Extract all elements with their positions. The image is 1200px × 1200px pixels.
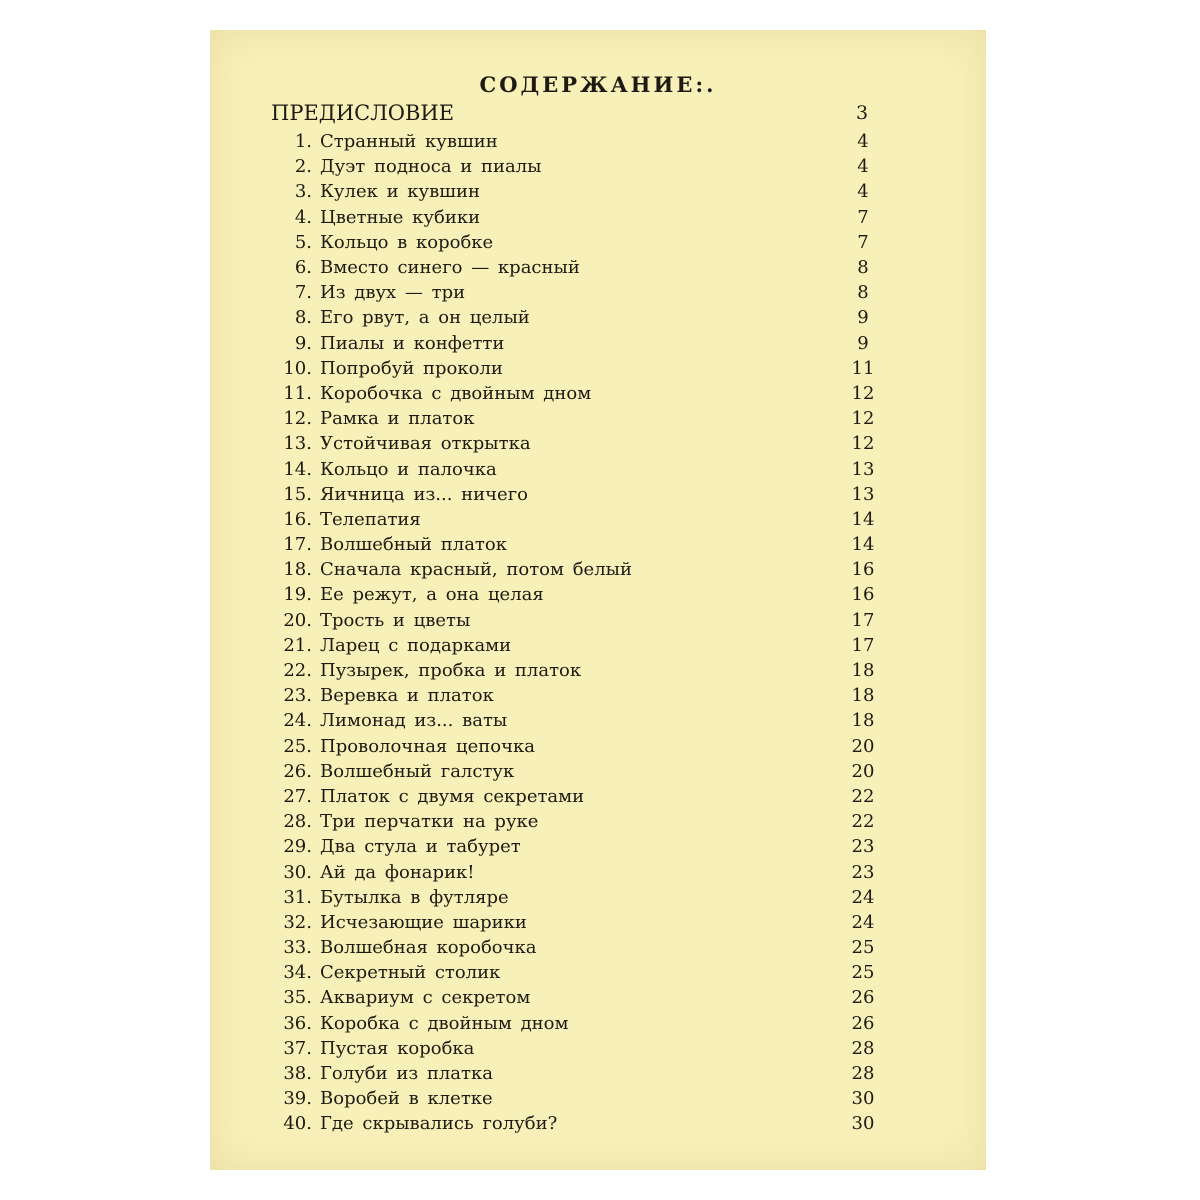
toc-entry-number: 16. <box>283 508 312 530</box>
toc-entry <box>276 608 885 633</box>
toc-entry <box>276 658 885 683</box>
toc-entry-number: 30. <box>283 861 312 883</box>
toc-entry-number: 31. <box>283 886 312 908</box>
toc-entry-number: 33. <box>283 937 312 959</box>
toc-entry <box>276 935 885 960</box>
toc-entry-title: Кольцо в коробке <box>320 231 494 253</box>
toc-entry-page: 26 <box>851 987 875 1009</box>
toc-entry-number: 32. <box>283 911 312 933</box>
toc-entry-title: Аквариум с секретом <box>320 987 531 1009</box>
toc-entry-page: 23 <box>851 861 875 883</box>
toc-entry <box>276 734 885 759</box>
toc-entry-title: Из двух — три <box>320 282 466 304</box>
toc-entry-number: 2. <box>294 156 312 178</box>
toc-entry <box>276 582 885 607</box>
toc-entry-number: 18. <box>283 559 312 581</box>
toc-entry-number: 13. <box>283 433 312 455</box>
toc-entry-page: 8 <box>857 282 869 304</box>
toc-entry <box>276 154 885 179</box>
toc-entry <box>276 784 885 809</box>
toc-entry <box>276 305 885 330</box>
toc-entry <box>276 1011 885 1036</box>
toc-entry-page: 17 <box>851 634 875 656</box>
toc-entry-page: 20 <box>851 760 875 782</box>
toc-entry-number: 4. <box>294 206 312 228</box>
toc-entry <box>276 910 885 935</box>
toc-entry-page: 14 <box>851 508 875 530</box>
toc-entry-page: 17 <box>851 609 875 631</box>
toc-entry-title: Вместо синего — красный <box>320 257 580 279</box>
toc-entry-number: 26. <box>283 760 312 782</box>
toc-entry-title: Пузырек, пробка и платок <box>320 660 582 682</box>
toc-entry-title: Трость и цветы <box>320 609 471 631</box>
toc-entry <box>276 1111 885 1136</box>
toc-entry-title: Ай да фонарик! <box>320 861 475 883</box>
toc-entry-number: 39. <box>283 1088 312 1110</box>
toc-entry-title: Кольцо и палочка <box>320 458 497 480</box>
toc-entry <box>276 1036 885 1061</box>
toc-entry-title: Телепатия <box>320 508 421 530</box>
toc-entry-title: Три перчатки на руке <box>320 811 539 833</box>
toc-entry-title: Воробей в клетке <box>320 1088 493 1110</box>
toc-entry-title: Яичница из... ничего <box>320 483 528 505</box>
page-title: СОДЕРЖАНИЕ:. <box>479 72 717 97</box>
toc-entry-page: 28 <box>851 1037 875 1059</box>
toc-entry-page: 8 <box>857 257 869 279</box>
toc-entry-page: 18 <box>851 710 875 732</box>
toc-entry-title: Кулек и кувшин <box>320 181 481 203</box>
toc-entry-page: 13 <box>851 483 875 505</box>
toc-entry-title: Голуби из платка <box>320 1063 493 1085</box>
toc-entry <box>276 431 885 456</box>
toc-entry-page: 16 <box>851 584 875 606</box>
toc-entry-number: 24. <box>283 710 312 732</box>
toc-entry-title: Исчезающие шарики <box>320 911 527 933</box>
toc-entry-number: 11. <box>283 382 312 404</box>
toc-entry-title: Коробка с двойным дном <box>320 1012 569 1034</box>
toc-entry-number: 10. <box>283 357 312 379</box>
toc-entry-page: 23 <box>851 836 875 858</box>
toc-entry-number: 40. <box>283 1113 312 1135</box>
toc-entry-page: 4 <box>857 131 869 153</box>
toc-entry-number: 34. <box>283 962 312 984</box>
toc-entry <box>276 482 885 507</box>
toc-entry-number: 27. <box>283 785 312 807</box>
toc-entry-page: 4 <box>857 181 869 203</box>
toc-entry-title: Бутылка в футляре <box>320 886 509 908</box>
toc-entry-title: Два стула и табурет <box>320 836 521 858</box>
toc-entry-number: 9. <box>294 332 312 354</box>
toc-entry <box>276 179 885 204</box>
toc-entry <box>276 834 885 859</box>
toc-entry-title: Цветные кубики <box>320 206 481 228</box>
toc-entry-title: Секретный столик <box>320 962 501 984</box>
toc-entry <box>276 255 885 280</box>
toc-entry <box>276 280 885 305</box>
toc-entry <box>276 381 885 406</box>
toc-entry-title: Устойчивая открытка <box>320 433 531 455</box>
toc-entry-page: 25 <box>851 937 875 959</box>
preface-label: ПРЕДИСЛОВИЕ <box>271 100 455 125</box>
toc-entry-page: 11 <box>851 357 875 379</box>
toc-entry-page: 22 <box>851 785 875 807</box>
toc-entry-page: 12 <box>851 408 875 430</box>
toc-entry-number: 23. <box>283 685 312 707</box>
toc-entry-number: 12. <box>283 408 312 430</box>
toc-entry-number: 5. <box>294 231 312 253</box>
toc-entry-page: 14 <box>851 534 875 556</box>
toc-entry <box>276 406 885 431</box>
toc-entry-page: 30 <box>851 1088 875 1110</box>
toc-entry-number: 7. <box>294 282 312 304</box>
toc-entry-title: Попробуй проколи <box>320 357 503 379</box>
toc-entry <box>276 683 885 708</box>
toc-entry-number: 3. <box>294 181 312 203</box>
toc-entry-title: Лимонад из... ваты <box>320 710 508 732</box>
toc-entry <box>276 456 885 481</box>
preface-row <box>271 96 884 129</box>
toc-entry-title: Проволочная цепочка <box>320 735 535 757</box>
toc-entry <box>276 985 885 1010</box>
toc-entry <box>276 1061 885 1086</box>
toc-entry <box>276 507 885 532</box>
toc-entry <box>276 205 885 230</box>
toc-entry-page: 12 <box>851 382 875 404</box>
toc-entry-page: 16 <box>851 559 875 581</box>
toc-entry-number: 21. <box>283 634 312 656</box>
toc-entry-page: 12 <box>851 433 875 455</box>
toc-entry-page: 9 <box>857 332 869 354</box>
toc-entry-title: Волшебная коробочка <box>320 937 537 959</box>
toc-entry <box>276 356 885 381</box>
toc-entry-number: 38. <box>283 1063 312 1085</box>
toc-entry-number: 17. <box>283 534 312 556</box>
toc-entry-page: 7 <box>857 206 869 228</box>
toc-entry-title: Рамка и платок <box>320 408 475 430</box>
toc-entry <box>276 960 885 985</box>
toc-entry-title: Коробочка с двойным дном <box>320 382 592 404</box>
toc-entry-page: 13 <box>851 458 875 480</box>
toc-entry-number: 29. <box>283 836 312 858</box>
toc-entry-page: 18 <box>851 660 875 682</box>
toc-entry <box>276 759 885 784</box>
toc-entry-page: 4 <box>857 156 869 178</box>
toc-entry-number: 1. <box>294 131 312 153</box>
toc-entry-title: Веревка и платок <box>320 685 494 707</box>
toc-entry-page: 24 <box>851 911 875 933</box>
toc-entry-number: 6. <box>294 257 312 279</box>
toc-entry-number: 22. <box>283 660 312 682</box>
toc-entry-title: Ее режут, а она целая <box>320 584 544 606</box>
toc-entry-title: Странный кувшин <box>320 131 498 153</box>
toc-entry-number: 35. <box>283 987 312 1009</box>
toc-entry-page: 22 <box>851 811 875 833</box>
toc-entry-number: 28. <box>283 811 312 833</box>
toc-entry <box>276 557 885 582</box>
toc-entry <box>276 633 885 658</box>
toc-entry-number: 8. <box>294 307 312 329</box>
toc-entry-number: 25. <box>283 735 312 757</box>
toc-entry-page: 28 <box>851 1063 875 1085</box>
table-of-contents <box>276 129 885 1137</box>
toc-entry-title: Платок с двумя секретами <box>320 785 585 807</box>
toc-entry-title: Дуэт подноса и пиалы <box>320 156 542 178</box>
toc-entry-number: 19. <box>283 584 312 606</box>
toc-entry <box>276 532 885 557</box>
toc-entry-title: Ларец с подарками <box>320 634 512 656</box>
toc-entry-title: Волшебный галстук <box>320 760 515 782</box>
toc-entry-page: 30 <box>851 1113 875 1135</box>
toc-entry-page: 20 <box>851 735 875 757</box>
toc-entry-title: Его рвут, а он целый <box>320 307 530 329</box>
toc-entry <box>276 708 885 733</box>
toc-entry <box>276 1086 885 1111</box>
toc-entry-page: 24 <box>851 886 875 908</box>
toc-entry-title: Пиалы и конфетти <box>320 332 505 354</box>
toc-entry-number: 20. <box>283 609 312 631</box>
toc-entry-page: 18 <box>851 685 875 707</box>
toc-entry-number: 14. <box>283 458 312 480</box>
toc-entry-number: 15. <box>283 483 312 505</box>
toc-entry <box>276 809 885 834</box>
toc-entry-title: Где скрывались голуби? <box>320 1113 558 1135</box>
toc-entry-page: 9 <box>857 307 869 329</box>
toc-entry <box>276 129 885 154</box>
toc-entry-number: 36. <box>283 1012 312 1034</box>
preface-page: 3 <box>855 101 869 124</box>
toc-entry <box>276 331 885 356</box>
toc-entry <box>276 230 885 255</box>
toc-entry-title: Волшебный платок <box>320 534 507 556</box>
toc-entry-title: Пустая коробка <box>320 1037 475 1059</box>
book-page <box>210 30 986 1170</box>
toc-entry <box>276 885 885 910</box>
toc-entry-page: 7 <box>857 231 869 253</box>
toc-entry-page: 25 <box>851 962 875 984</box>
toc-entry-title: Сначала красный, потом белый <box>320 559 632 581</box>
toc-entry <box>276 859 885 884</box>
toc-entry-page: 26 <box>851 1012 875 1034</box>
toc-entry-number: 37. <box>283 1037 312 1059</box>
